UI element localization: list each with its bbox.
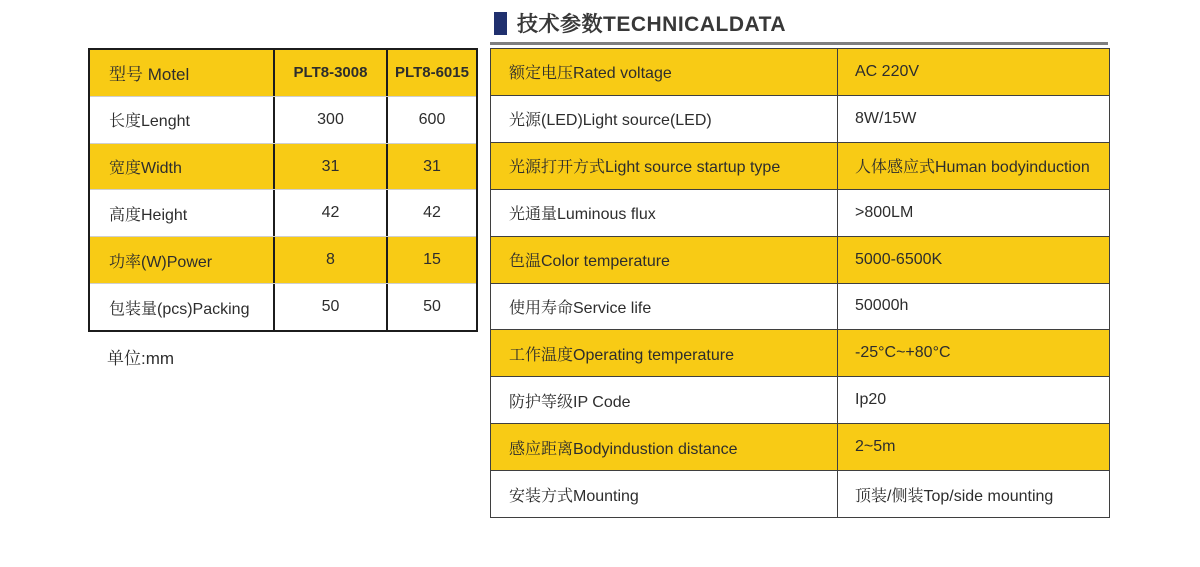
table-row — [491, 95, 1109, 142]
cell-value: 50000h — [855, 297, 909, 315]
section-underline — [490, 42, 1108, 45]
table-row — [491, 236, 1109, 283]
row-label-color-temperature: 色温Color temperature — [491, 237, 838, 283]
cell-value: -25°C~+80°C — [855, 344, 951, 362]
cell-value: AC 220V — [855, 62, 920, 80]
unit-note: 单位:mm — [107, 349, 175, 368]
table-row — [491, 189, 1109, 236]
cell-value: >800LM — [855, 203, 914, 221]
cell-value: Ip20 — [855, 391, 887, 409]
cell-value: 42 — [273, 190, 386, 236]
row-label-length: 长度Lenght — [109, 113, 190, 131]
row-label-startup-type: 光源打开方式Light source startup type — [491, 143, 838, 189]
dimensions-table — [88, 48, 478, 332]
row-label-height: 高度Height — [109, 206, 188, 224]
cell-value: 42 — [386, 190, 476, 236]
row-label-ip-code: 防护等级IP Code — [491, 377, 838, 423]
table-row — [90, 96, 476, 143]
table-row — [491, 423, 1109, 470]
table-row — [90, 236, 476, 283]
table-row — [491, 329, 1109, 376]
row-label-service-life: 使用寿命Service life — [491, 284, 838, 330]
cell-value: 2~5m — [855, 438, 896, 456]
cell-value: 50 — [273, 284, 386, 330]
section-title: 技术参数TECHNICALDATA — [517, 13, 787, 36]
row-label-mounting: 安装方式Mounting — [491, 471, 838, 517]
cell-value: 顶装/侧装Top/side mounting — [855, 487, 1054, 505]
square-bullet-icon — [494, 12, 507, 35]
table-row — [491, 49, 1109, 95]
cell-value: 15 — [386, 237, 476, 283]
row-label-rated-voltage: 额定电压Rated voltage — [491, 49, 838, 95]
column-header-plt86015: PLT8-6015 — [386, 50, 476, 96]
column-header-plt83008: PLT8-3008 — [273, 50, 386, 96]
cell-value: 5000-6500K — [855, 250, 943, 268]
row-label-luminous-flux: 光通量Luminous flux — [491, 190, 838, 236]
row-label-power: 功率(W)Power — [109, 253, 213, 271]
row-label-operating-temperature: 工作温度Operating temperature — [491, 330, 838, 376]
table-row — [90, 283, 476, 330]
technical-parameters-table — [490, 48, 1110, 518]
cell-value: 50 — [386, 284, 476, 330]
table-row — [491, 470, 1109, 517]
cell-value: 31 — [273, 144, 386, 190]
table-row — [491, 283, 1109, 330]
row-label-induction-distance: 感应距离Bodyindustion distance — [491, 424, 838, 470]
cell-value: 31 — [386, 144, 476, 190]
row-label-width: 宽度Width — [109, 160, 182, 178]
table-row — [90, 143, 476, 190]
row-label-packing: 包装量(pcs)Packing — [109, 300, 250, 318]
row-label-light-source: 光源(LED)Light source(LED) — [491, 96, 838, 142]
section-header — [490, 8, 1110, 45]
cell-value: 人体感应式Human bodyinduction — [855, 159, 1090, 177]
cell-value: 600 — [386, 97, 476, 143]
cell-value: 300 — [273, 97, 386, 143]
table-row — [90, 189, 476, 236]
cell-value: 8W/15W — [855, 109, 917, 127]
table-row — [491, 376, 1109, 423]
table-row — [491, 142, 1109, 189]
column-header-model: 型号 Motel — [109, 65, 190, 85]
table-row — [90, 50, 476, 96]
cell-value: 8 — [273, 237, 386, 283]
